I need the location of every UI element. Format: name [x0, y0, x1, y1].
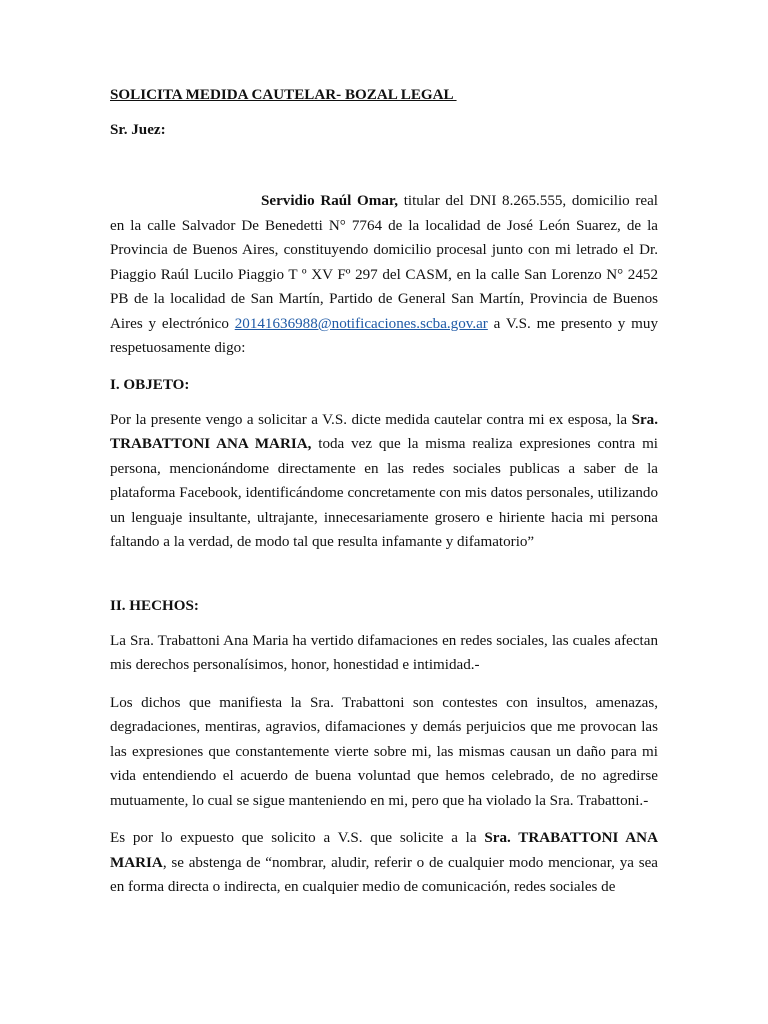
intro-paragraph — [110, 189, 658, 361]
hechos-p3-text-1: Es por lo expuesto que solicito a V.S. que solicite a la — [110, 830, 485, 846]
intro-text-2: a V.S. me presento y muy respetuosamente digo: — [110, 315, 658, 356]
hechos-p3-text-2: , se abstenga de “nombrar, aludir, referir o de cualquier modo mencionar, ya sea en forma directa o indirecta, en cualquier medio de comunicación, redes sociales de — [110, 854, 658, 895]
electronic-domicile-link[interactable]: 20141636988@notificaciones.scba.gov.ar — [234, 315, 488, 332]
objeto-text-2: toda vez que la misma realiza expresiones contra mi persona, mencionándome directamente en las redes sociales publicas a saber de la plataforma Facebook, identificándome concretamente con mis datos personales, utilizando un lenguaje insultante, ultrajante, innecesariamente grosero e hiriente hacia mi persona faltando a la verdad, de modo tal que resulta infamante y difamatorio” — [110, 436, 658, 550]
respondent-name-2: Sra. TRABATTONI ANA MARIA — [110, 830, 658, 871]
hechos-paragraph-2: Los dichos que manifiesta la Sra. Trabattoni son contestes con insultos, amenazas, degradaciones, mentiras, agravios, difamaciones y demás perjuicios que me provocan las las expresiones que constantemente vierte sobre mi, las mismas causan un daño para mi vida entendiendo el acuerdo de buena voluntad que hemos celebrado, de no agredirse mutuamente, lo cual se sigue manteniendo en mi, pero que ha violado la Sra. Trabattoni.- — [110, 694, 658, 809]
respondent-name: Sra. TRABATTONI ANA MARIA, — [110, 411, 658, 452]
document-page — [110, 86, 658, 900]
document-title: SOLICITA MEDIDA CAUTELAR- BOZAL LEGAL — [110, 87, 457, 103]
section-heading-hechos: II. HECHOS: — [110, 597, 199, 614]
objeto-text-1: Por la presente vengo a solicitar a V.S. dicte medida cautelar contra mi ex esposa, la — [110, 411, 632, 428]
intro-text-1: titular del DNI 8.265.555, domicilio real en la calle Salvador De Benedetti N° 7764 de la localidad de José León Suarez, de la Provincia de Buenos Aires, constituyendo domicilio procesal junto con mi letrado el Dr. Piaggio Raúl Lucilo Piaggio T º XV Fº 297 del CASM, en la calle San Lorenzo N° 2452 PB de la localidad de San Martín, Partido de General San Martín, Provincia de Buenos Aires y electrónico — [110, 193, 659, 332]
hechos-paragraph-1: La Sra. Trabattoni Ana Maria ha vertido difamaciones en redes sociales, las cuales afectan mis derechos personalísimos, honor, honestidad e intimidad.- — [110, 632, 658, 673]
salutation: Sr. Juez: — [110, 122, 166, 138]
section-heading-objeto: I. OBJETO: — [110, 376, 190, 393]
petitioner-name: Servidio Raúl Omar, — [261, 193, 399, 209]
hechos-paragraph-3 — [110, 826, 658, 900]
objeto-paragraph — [110, 408, 658, 555]
